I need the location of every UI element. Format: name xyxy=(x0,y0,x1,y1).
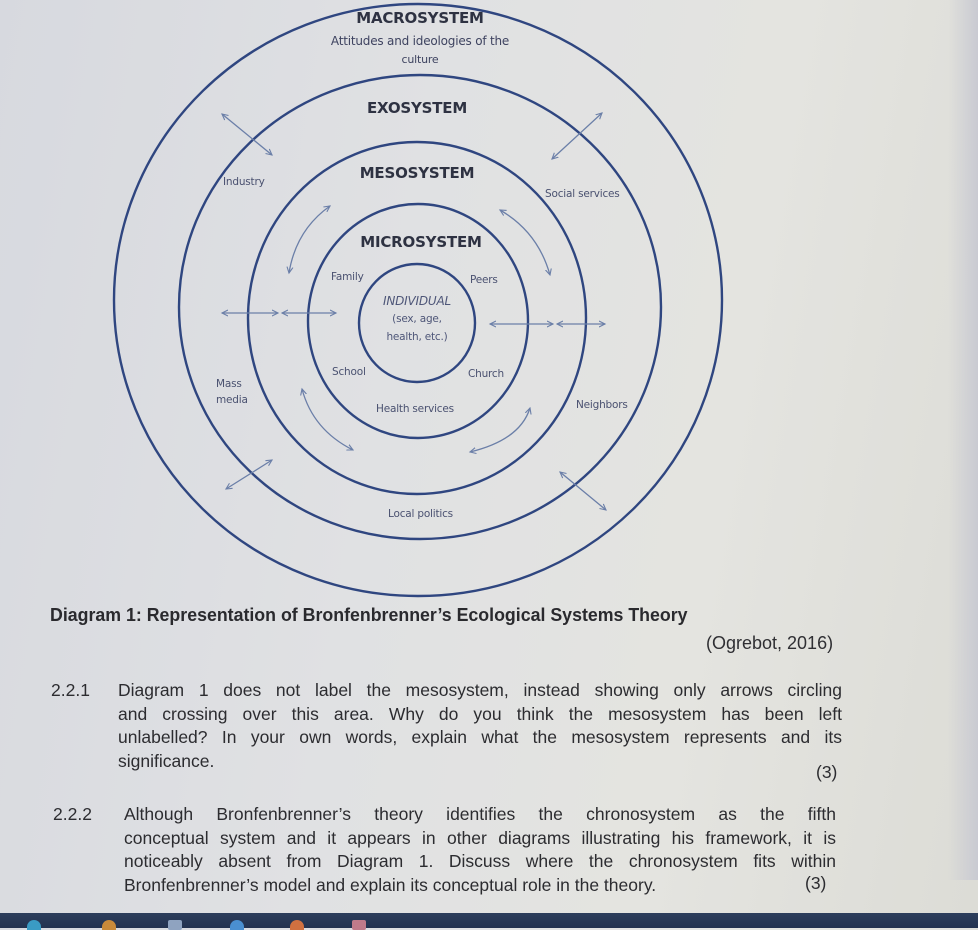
macrosystem-subtitle-line2: culture xyxy=(401,53,439,66)
microsystem-title: MICROSYSTEM xyxy=(360,233,482,251)
exosystem-title: EXOSYSTEM xyxy=(366,99,468,117)
question-text xyxy=(118,679,842,773)
micro-item-health-services: Health services xyxy=(376,403,454,415)
taskbar-app-icon[interactable] xyxy=(168,920,182,930)
taskbar-app-icon[interactable] xyxy=(230,920,244,930)
macrosystem-title: MACROSYSTEM xyxy=(356,9,484,27)
question-line: unlabelled? In your own words, explain what the mesosystem represents and its xyxy=(118,727,842,747)
start-icon[interactable] xyxy=(27,920,41,930)
individual-detail-line2: health, etc.) xyxy=(386,331,448,343)
taskbar xyxy=(0,913,978,928)
question-marks: (3) xyxy=(805,873,827,893)
micro-item-school: School xyxy=(332,366,366,378)
exo-item-neighbors: Neighbors xyxy=(576,399,628,411)
question-line: Although Bronfenbrenner’s theory identifies the chronosystem as the fifth xyxy=(124,804,836,824)
micro-item-peers: Peers xyxy=(470,274,498,286)
taskbar-app-icon[interactable] xyxy=(352,920,366,930)
exo-item-local-politics: Local politics xyxy=(388,508,453,520)
question-line: and crossing over this area. Why do you think the mesosystem has been left xyxy=(118,703,842,724)
exo-item-industry: Industry xyxy=(223,176,265,188)
question-line: noticeably absent from Diagram 1. Discuss where the chronosystem fits within xyxy=(124,851,836,871)
macrosystem-subtitle-line1: Attitudes and ideologies of the xyxy=(330,34,510,48)
micro-item-church: Church xyxy=(468,368,504,380)
exo-item-mass: Mass xyxy=(216,378,242,390)
exo-item-media: media xyxy=(216,394,248,406)
question-number: 2.2.1 xyxy=(51,680,90,700)
taskbar-app-icon[interactable] xyxy=(290,920,304,930)
question-number: 2.2.2 xyxy=(53,804,92,824)
individual-detail-line1: (sex, age, xyxy=(392,313,442,325)
taskbar-app-icon[interactable] xyxy=(102,920,116,930)
individual-title: INDIVIDUAL xyxy=(383,294,451,308)
question-line: conceptual system and it appears in other diagrams illustrating his framework, it is xyxy=(124,827,836,848)
question-line: Diagram 1 does not label the mesosystem, instead showing only arrows circling xyxy=(118,680,842,700)
mesosystem-title: MESOSYSTEM xyxy=(359,164,475,182)
micro-item-family: Family xyxy=(331,271,364,283)
question-text xyxy=(124,803,836,897)
question-marks: (3) xyxy=(816,762,838,782)
diagram-citation: (Ogrebot, 2016) xyxy=(706,633,834,653)
question-line: significance. xyxy=(118,750,215,771)
exo-item-social-services: Social services xyxy=(545,188,620,200)
question-line: Bronfenbrenner’s model and explain its conceptual role in the theory. xyxy=(124,874,657,895)
diagram-caption: Diagram 1: Representation of Bronfenbrenner’s Ecological Systems Theory xyxy=(50,604,688,625)
